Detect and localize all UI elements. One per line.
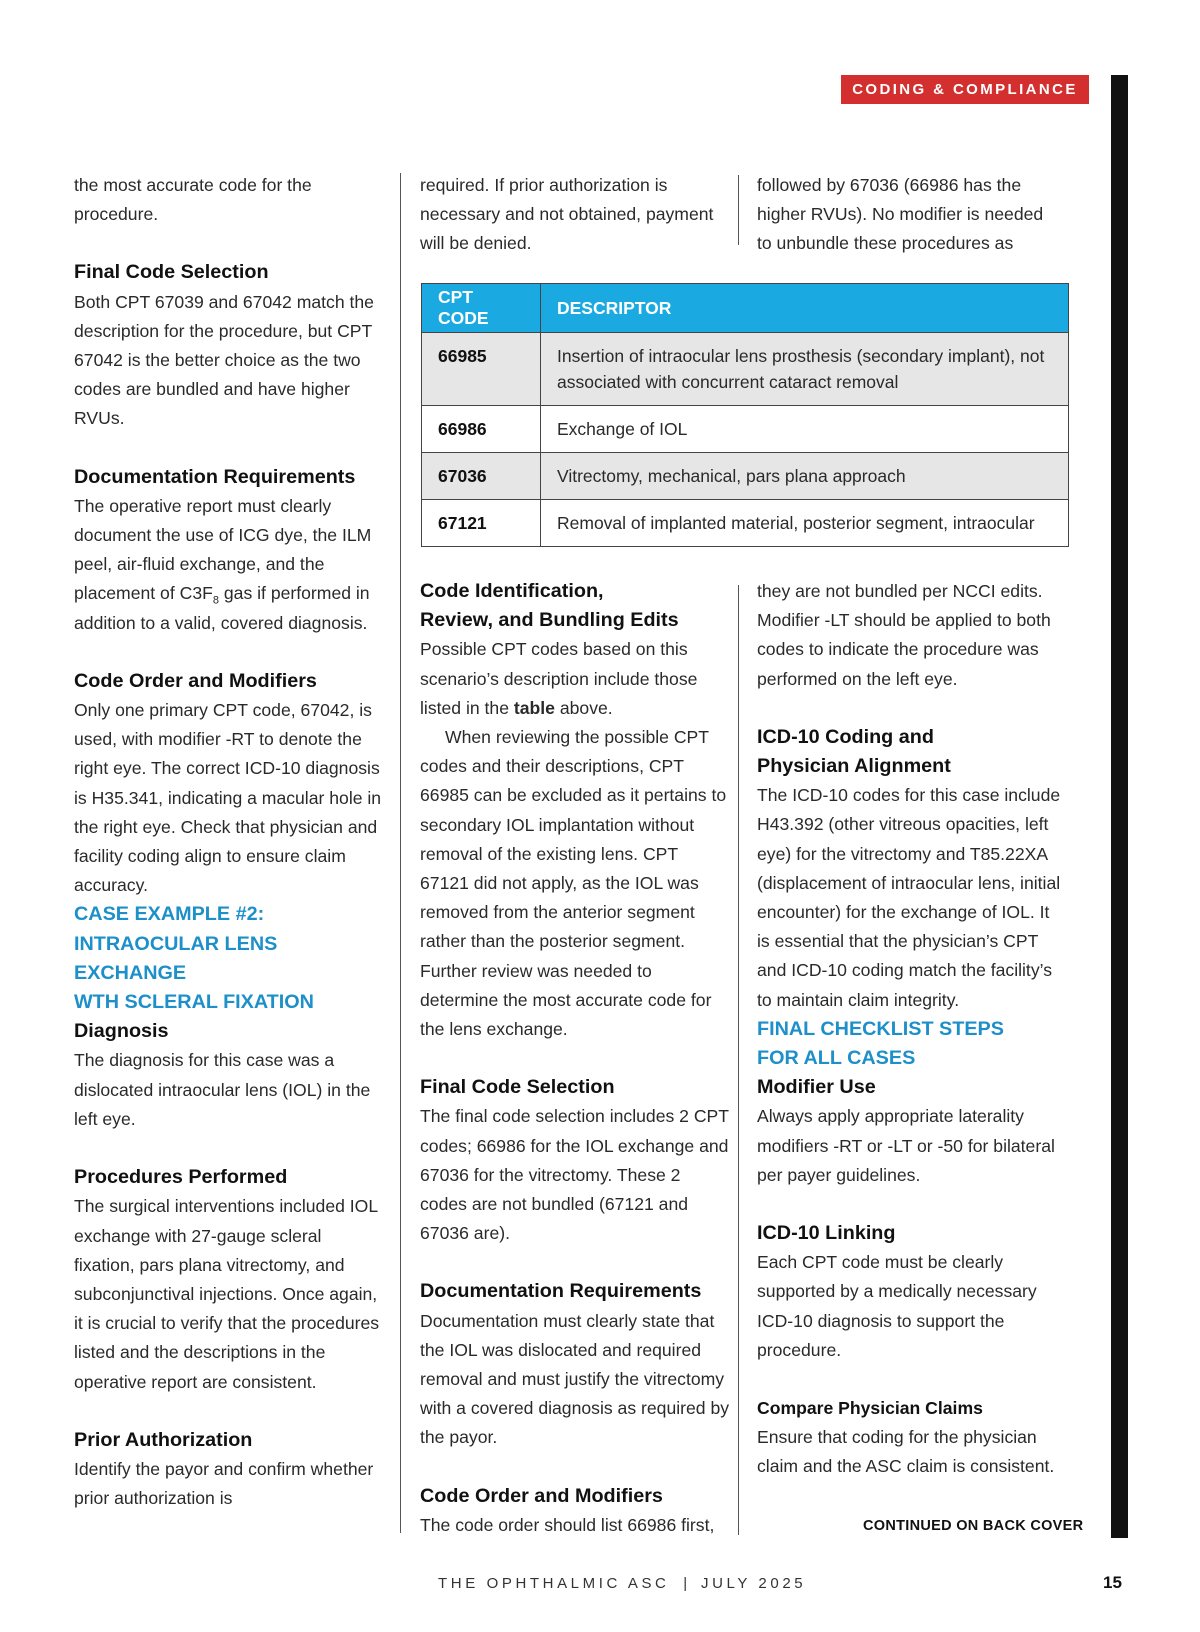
text: Possible CPT codes based on this scenario’s description include those listed in the — [420, 639, 698, 718]
paragraph: The final code selection includes 2 CPT codes; 66986 for the IOL exchange and 67036 for the vitrectomy. These 2 codes are not bundled (67121 and 67036 are). — [420, 1106, 729, 1244]
heading-modifier-use: Modifier Use — [757, 1076, 876, 1099]
edge-bar — [1111, 75, 1128, 1538]
issue-date: JULY 2025 — [700, 1575, 807, 1592]
cpt-code: 66986 — [422, 406, 541, 453]
column-divider — [738, 175, 739, 245]
cpt-code: 67121 — [422, 500, 541, 547]
cpt-code: 67036 — [422, 453, 541, 500]
header-cpt-code: CPT CODE — [422, 284, 541, 333]
footer-separator: | — [683, 1575, 688, 1592]
paragraph: The code order should list 66986 first, — [420, 1514, 715, 1535]
column-2 — [420, 577, 730, 1540]
paragraph: Each CPT code must be clearly supported by a medically necessary ICD-10 diagnosis to support the procedure. — [757, 1252, 1037, 1360]
table-row — [422, 453, 1069, 500]
column-1 — [74, 171, 384, 1513]
cpt-code: 66985 — [422, 333, 541, 406]
column-2-top — [420, 171, 725, 259]
table-header-row — [422, 284, 1069, 333]
heading-code-order: Code Order and Modifiers — [420, 1484, 663, 1507]
paragraph: Always apply appropriate laterality modifiers -RT or -LT or -50 for bilateral per payer guidelines. — [757, 1106, 1055, 1185]
paragraph: Ensure that coding for the physician claim and the ASC claim is consistent. — [757, 1427, 1055, 1477]
checklist-heading: FINAL CHECKLIST STEPS — [757, 1017, 1004, 1040]
paragraph: The ICD-10 codes for this case include H43.392 (other vitreous opacities, left eye) for the vitrectomy and T85.22XA (displacement of intraocular lens, initial encounter) for the exchange of IOL. It is essential that the physician’s CPT and ICD-10 coding match the facility’s to maintain claim integrity. — [757, 785, 1061, 1010]
paragraph: followed by 67036 (66986 has the higher RVUs). No modifier is needed to unbundle these procedures as — [757, 175, 1044, 254]
paragraph: Both CPT 67039 and 67042 match the description for the procedure, but CPT 67042 is the better choice as the two codes are bundled and have higher RVUs. — [74, 291, 374, 429]
heading-documentation-requirements: Documentation Requirements — [74, 465, 356, 488]
heading-prior-auth: Prior Authorization — [74, 1428, 253, 1451]
heading-procedures: Procedures Performed — [74, 1166, 288, 1189]
heading-compare-claims: Compare Physician Claims — [757, 1398, 983, 1419]
subscript: 8 — [212, 594, 219, 607]
heading-icd10: Physician Alignment — [757, 755, 951, 778]
continued-note: CONTINUED ON BACK COVER — [863, 1518, 1084, 1534]
paragraph: Documentation must clearly state that the IOL was dislocated and required removal and must justify the vitrectomy with a covered diagnosis as required by the payor. — [420, 1310, 730, 1448]
text: The operative report must clearly document the use of ICG dye, the ILM peel, air-fluid exchange, and the placement of C3F — [74, 495, 372, 604]
paragraph — [74, 492, 384, 638]
descriptor: Vitrectomy, mechanical, pars plana approach — [541, 453, 1069, 500]
heading-icd10: ICD-10 Coding and — [757, 725, 934, 748]
publication-name: THE OPHTHALMIC ASC — [438, 1575, 670, 1592]
footer-publication — [438, 1575, 806, 1592]
paragraph: Only one primary CPT code, 67042, is used, with modifier -RT to denote the right eye. The correct ICD-10 diagnosis is H35.341, indicating a macular hole in the right eye. Check that physician and facility coding align to ensure claim accuracy. — [74, 700, 382, 896]
section-tag: CODING & COMPLIANCE — [841, 75, 1089, 104]
heading-code-order: Code Order and Modifiers — [74, 669, 317, 692]
table-row — [422, 333, 1069, 406]
bold-text: table — [513, 697, 555, 718]
header-descriptor: DESCRIPTOR — [541, 284, 1069, 333]
heading-code-identification: Review, and Bundling Edits — [420, 609, 679, 632]
column-3 — [757, 577, 1067, 1482]
descriptor: Insertion of intraocular lens prosthesis (secondary implant), not associated with concurrent cataract removal — [541, 333, 1069, 406]
column-3-top — [757, 171, 1062, 259]
paragraph: The surgical interventions included IOL exchange with 27-gauge scleral fixation, pars plana vitrectomy, and subconjunctival injections. Once again, it is crucial to verify that the procedures listed and the descriptions in the operative report are consistent. — [74, 1196, 380, 1392]
descriptor: Removal of implanted material, posterior segment, intraocular — [541, 500, 1069, 547]
heading-icd10-linking: ICD-10 Linking — [757, 1222, 896, 1245]
checklist-heading: FOR ALL CASES — [757, 1047, 916, 1070]
paragraph: The diagnosis for this case was a dislocated intraocular lens (IOL) in the left eye. — [74, 1050, 371, 1129]
heading-diagnosis: Diagnosis — [74, 1020, 169, 1043]
paragraph: When reviewing the possible CPT codes and their descriptions, CPT 66985 can be excluded as it pertains to secondary IOL implantation without removal of the existing lens. CPT 67121 did not apply, as the IOL was removed from the anterior segment rather than the posterior segment. Further review was needed to determine the most accurate code for the lens exchange. — [420, 727, 727, 1040]
heading-documentation-requirements: Documentation Requirements — [420, 1280, 702, 1303]
paragraph: they are not bundled per NCCI edits. Modifier -LT should be applied to both codes to indicate the procedure was performed on the left eye. — [757, 581, 1051, 689]
column-divider — [400, 173, 401, 1533]
heading-final-code-selection: Final Code Selection — [74, 261, 269, 284]
paragraph: Identify the payor and confirm whether prior authorization is — [74, 1458, 374, 1509]
table-row — [422, 500, 1069, 547]
text: gas if performed in addition to a valid, covered diagnosis. — [74, 583, 370, 633]
column-divider — [738, 585, 739, 1535]
table-row — [422, 406, 1069, 453]
heading-final-code-selection: Final Code Selection — [420, 1076, 615, 1099]
descriptor: Exchange of IOL — [541, 406, 1069, 453]
case-heading: CASE EXAMPLE #2: — [74, 903, 265, 926]
case-heading: INTRAOCULAR LENS EXCHANGE — [74, 932, 278, 984]
paragraph: the most accurate code for the procedure. — [74, 175, 312, 225]
case-heading: WTH SCLERAL FIXATION — [74, 991, 314, 1014]
paragraph: required. If prior authorization is necessary and not obtained, payment will be denied. — [420, 175, 714, 254]
page-number: 15 — [1103, 1573, 1122, 1592]
text: above. — [554, 697, 613, 718]
paragraph — [420, 635, 730, 723]
cpt-code-table — [421, 283, 1069, 547]
heading-code-identification: Code Identification, — [420, 580, 604, 602]
